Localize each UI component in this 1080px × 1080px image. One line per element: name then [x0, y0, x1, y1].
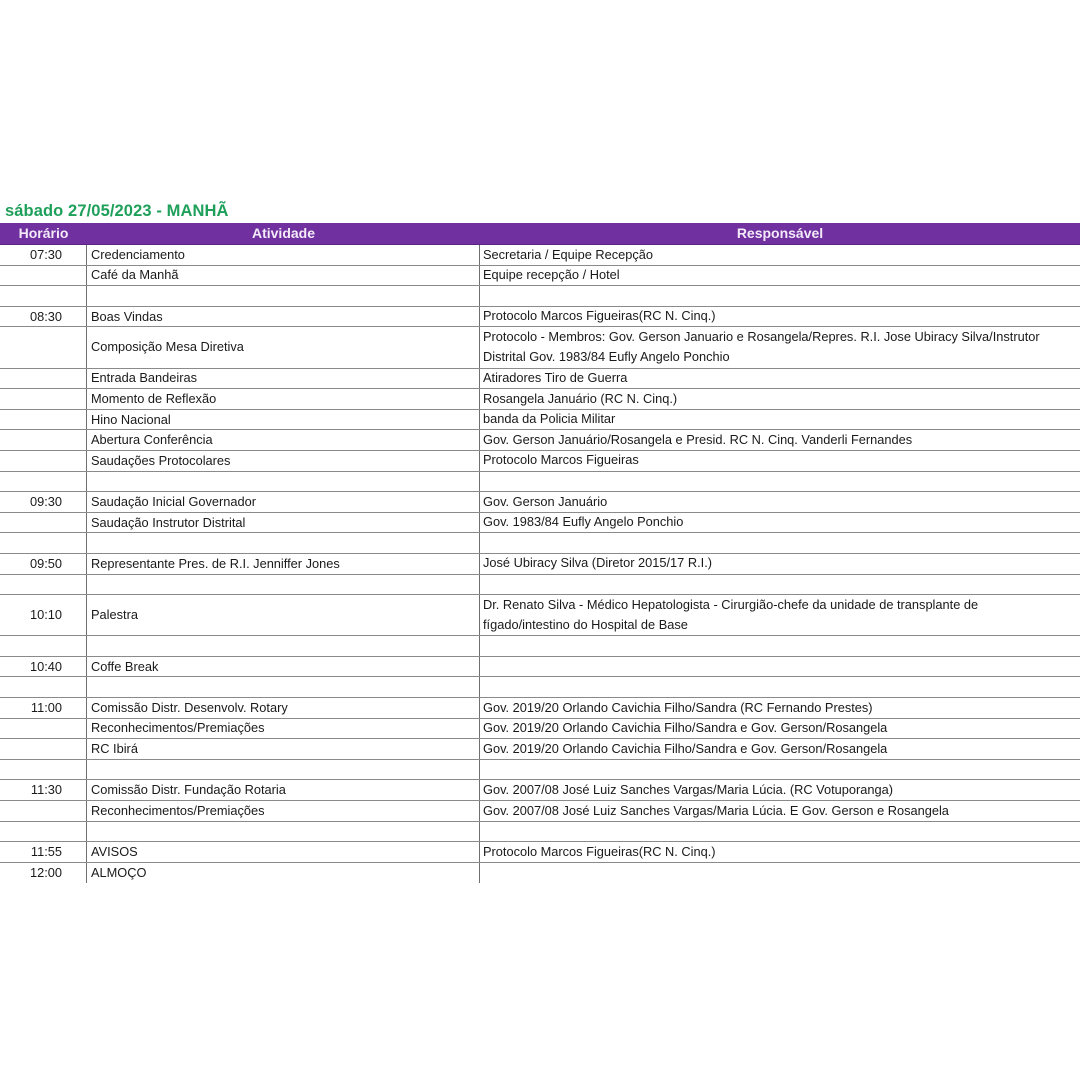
cell-activity: Saudação Inicial Governador: [87, 492, 480, 512]
table-row: [0, 575, 1080, 596]
header-time: Horário: [18, 225, 69, 241]
cell-activity: ALMOÇO: [87, 863, 480, 884]
cell-time: [0, 451, 87, 471]
header-responsible: Responsável: [736, 225, 824, 241]
cell-activity: Coffe Break: [87, 657, 480, 677]
cell-activity: AVISOS: [87, 842, 480, 862]
table-row: [0, 677, 1080, 698]
page-title: sábado 27/05/2023 - MANHÃ: [5, 202, 229, 220]
cell-responsible: [480, 369, 1080, 389]
cell-responsible: [480, 842, 1080, 862]
cell-responsible: [480, 575, 1080, 595]
cell-responsible: [480, 327, 1080, 367]
table-row: [0, 554, 1080, 575]
cell-activity: Abertura Conferência: [87, 430, 480, 450]
cell-responsible: [480, 307, 1080, 327]
cell-responsible: [480, 636, 1080, 656]
table-row: [0, 286, 1080, 307]
cell-activity: Reconhecimentos/Premiações: [87, 801, 480, 821]
cell-time: [0, 410, 87, 430]
cell-responsible: [480, 266, 1080, 286]
cell-activity: Boas Vindas: [87, 307, 480, 327]
table-row: [0, 533, 1080, 554]
cell-activity: Representante Pres. de R.I. Jenniffer Jones: [87, 554, 480, 574]
responsible-line: Distrital Gov. 1983/84 Eufly Angelo Ponchio: [483, 349, 730, 365]
responsible-line: Gov. Gerson Januário: [483, 493, 608, 509]
cell-time: [0, 430, 87, 450]
table-row: [0, 595, 1080, 636]
cell-activity: Entrada Bandeiras: [87, 369, 480, 389]
cell-activity: Momento de Reflexão: [87, 389, 480, 409]
cell-responsible: [480, 822, 1080, 842]
responsible-line: Protocolo - Membros: Gov. Gerson Januario e Rosangela/Repres. R.I. Jose Ubiracy Silva/Instrutor: [483, 328, 1040, 344]
table-row: [0, 389, 1080, 410]
responsible-line: banda da Policia Militar: [483, 411, 616, 427]
cell-responsible: [480, 863, 1080, 884]
cell-activity: Comissão Distr. Fundação Rotaria: [87, 780, 480, 800]
cell-time: 09:50: [0, 554, 87, 574]
cell-time: [0, 286, 87, 306]
cell-time: 10:10: [0, 595, 87, 635]
cell-time: 10:40: [0, 657, 87, 677]
responsible-line: fígado/intestino do Hospital de Base: [483, 617, 688, 633]
table-row: [0, 245, 1080, 266]
table-row: [0, 513, 1080, 534]
table-row: [0, 430, 1080, 451]
cell-activity: Café da Manhã: [87, 266, 480, 286]
schedule-sheet: [0, 199, 1080, 883]
cell-activity: [87, 286, 480, 306]
cell-responsible: [480, 657, 1080, 677]
responsible-line: Protocolo Marcos Figueiras(RC N. Cinq.): [483, 308, 716, 324]
responsible-line: Gov. 2019/20 Orlando Cavichia Filho/Sandra e Gov. Gerson/Rosangela: [483, 740, 888, 756]
cell-responsible: [480, 472, 1080, 492]
table-row: [0, 492, 1080, 513]
cell-time: [0, 801, 87, 821]
responsible-line: Rosangela Januário (RC N. Cinq.): [483, 390, 678, 406]
responsible-line: Gov. 1983/84 Eufly Angelo Ponchio: [483, 514, 684, 530]
cell-time: [0, 513, 87, 533]
cell-responsible: [480, 286, 1080, 306]
cell-responsible: [480, 389, 1080, 409]
table-row: [0, 327, 1080, 368]
cell-responsible: [480, 739, 1080, 759]
table-row: [0, 719, 1080, 740]
cell-activity: [87, 636, 480, 656]
table-row: [0, 636, 1080, 657]
cell-responsible: [480, 492, 1080, 512]
table-row: [0, 307, 1080, 328]
cell-activity: [87, 760, 480, 780]
cell-activity: Palestra: [87, 595, 480, 635]
cell-activity: Comissão Distr. Desenvolv. Rotary: [87, 698, 480, 718]
cell-time: [0, 719, 87, 739]
responsible-line: Secretaria / Equipe Recepção: [483, 246, 654, 262]
cell-time: 09:30: [0, 492, 87, 512]
cell-responsible: [480, 430, 1080, 450]
cell-time: 11:00: [0, 698, 87, 718]
cell-activity: [87, 677, 480, 697]
table-row: [0, 863, 1080, 884]
responsible-line: José Ubiracy Silva (Diretor 2015/17 R.I.): [483, 555, 713, 571]
cell-time: [0, 389, 87, 409]
cell-activity: [87, 472, 480, 492]
cell-responsible: [480, 245, 1080, 265]
cell-activity: [87, 575, 480, 595]
cell-responsible: [480, 451, 1080, 471]
cell-time: [0, 760, 87, 780]
cell-activity: [87, 533, 480, 553]
cell-responsible: [480, 513, 1080, 533]
table-row: [0, 760, 1080, 781]
cell-time: [0, 369, 87, 389]
cell-responsible: [480, 677, 1080, 697]
cell-time: [0, 327, 87, 367]
table-row: [0, 739, 1080, 760]
responsible-line: Gov. 2019/20 Orlando Cavichia Filho/Sandra e Gov. Gerson/Rosangela: [483, 720, 888, 736]
cell-responsible: [480, 801, 1080, 821]
cell-time: [0, 739, 87, 759]
table-row: [0, 780, 1080, 801]
cell-activity: Credenciamento: [87, 245, 480, 265]
cell-time: 07:30: [0, 245, 87, 265]
responsible-line: Atiradores Tiro de Guerra: [483, 370, 628, 386]
cell-responsible: [480, 595, 1080, 635]
cell-time: [0, 636, 87, 656]
cell-responsible: [480, 780, 1080, 800]
table-row: [0, 451, 1080, 472]
responsible-line: Protocolo Marcos Figueiras: [483, 452, 639, 468]
cell-time: [0, 822, 87, 842]
cell-time: 11:55: [0, 842, 87, 862]
table-header: [0, 223, 1080, 245]
cell-responsible: [480, 698, 1080, 718]
table-row: [0, 822, 1080, 843]
cell-time: [0, 472, 87, 492]
cell-time: [0, 266, 87, 286]
cell-responsible: [480, 410, 1080, 430]
responsible-line: Dr. Renato Silva - Médico Hepatologista - Cirurgião-chefe da unidade de transplante de: [483, 596, 979, 612]
responsible-line: Gov. 2007/08 José Luiz Sanches Vargas/Maria Lúcia. (RC Votuporanga): [483, 781, 893, 797]
cell-time: 08:30: [0, 307, 87, 327]
cell-time: [0, 677, 87, 697]
cell-activity: RC Ibirá: [87, 739, 480, 759]
cell-responsible: [480, 533, 1080, 553]
cell-time: 12:00: [0, 863, 87, 884]
cell-responsible: [480, 554, 1080, 574]
header-activity: Atividade: [251, 225, 315, 241]
responsible-line: Protocolo Marcos Figueiras(RC N. Cinq.): [483, 843, 716, 859]
table-row: [0, 266, 1080, 287]
responsible-line: Equipe recepção / Hotel: [483, 267, 620, 283]
table-row: [0, 657, 1080, 678]
cell-time: [0, 575, 87, 595]
cell-responsible: [480, 719, 1080, 739]
cell-activity: Hino Nacional: [87, 410, 480, 430]
cell-time: 11:30: [0, 780, 87, 800]
table-row: [0, 369, 1080, 390]
responsible-line: Gov. 2019/20 Orlando Cavichia Filho/Sandra (RC Fernando Prestes): [483, 699, 873, 715]
schedule-table-body: [0, 245, 1080, 883]
table-row: [0, 698, 1080, 719]
cell-activity: [87, 822, 480, 842]
table-row: [0, 801, 1080, 822]
table-row: [0, 472, 1080, 493]
cell-activity: Composição Mesa Diretiva: [87, 327, 480, 367]
responsible-line: Gov. Gerson Januário/Rosangela e Presid. RC N. Cinq. Vanderli Fernandes: [483, 431, 913, 447]
table-row: [0, 410, 1080, 431]
table-row: [0, 842, 1080, 863]
responsible-line: Gov. 2007/08 José Luiz Sanches Vargas/Maria Lúcia. E Gov. Gerson e Rosangela: [483, 802, 949, 818]
cell-activity: Saudação Instrutor Distrital: [87, 513, 480, 533]
cell-activity: Saudações Protocolares: [87, 451, 480, 471]
cell-activity: Reconhecimentos/Premiações: [87, 719, 480, 739]
cell-time: [0, 533, 87, 553]
cell-responsible: [480, 760, 1080, 780]
